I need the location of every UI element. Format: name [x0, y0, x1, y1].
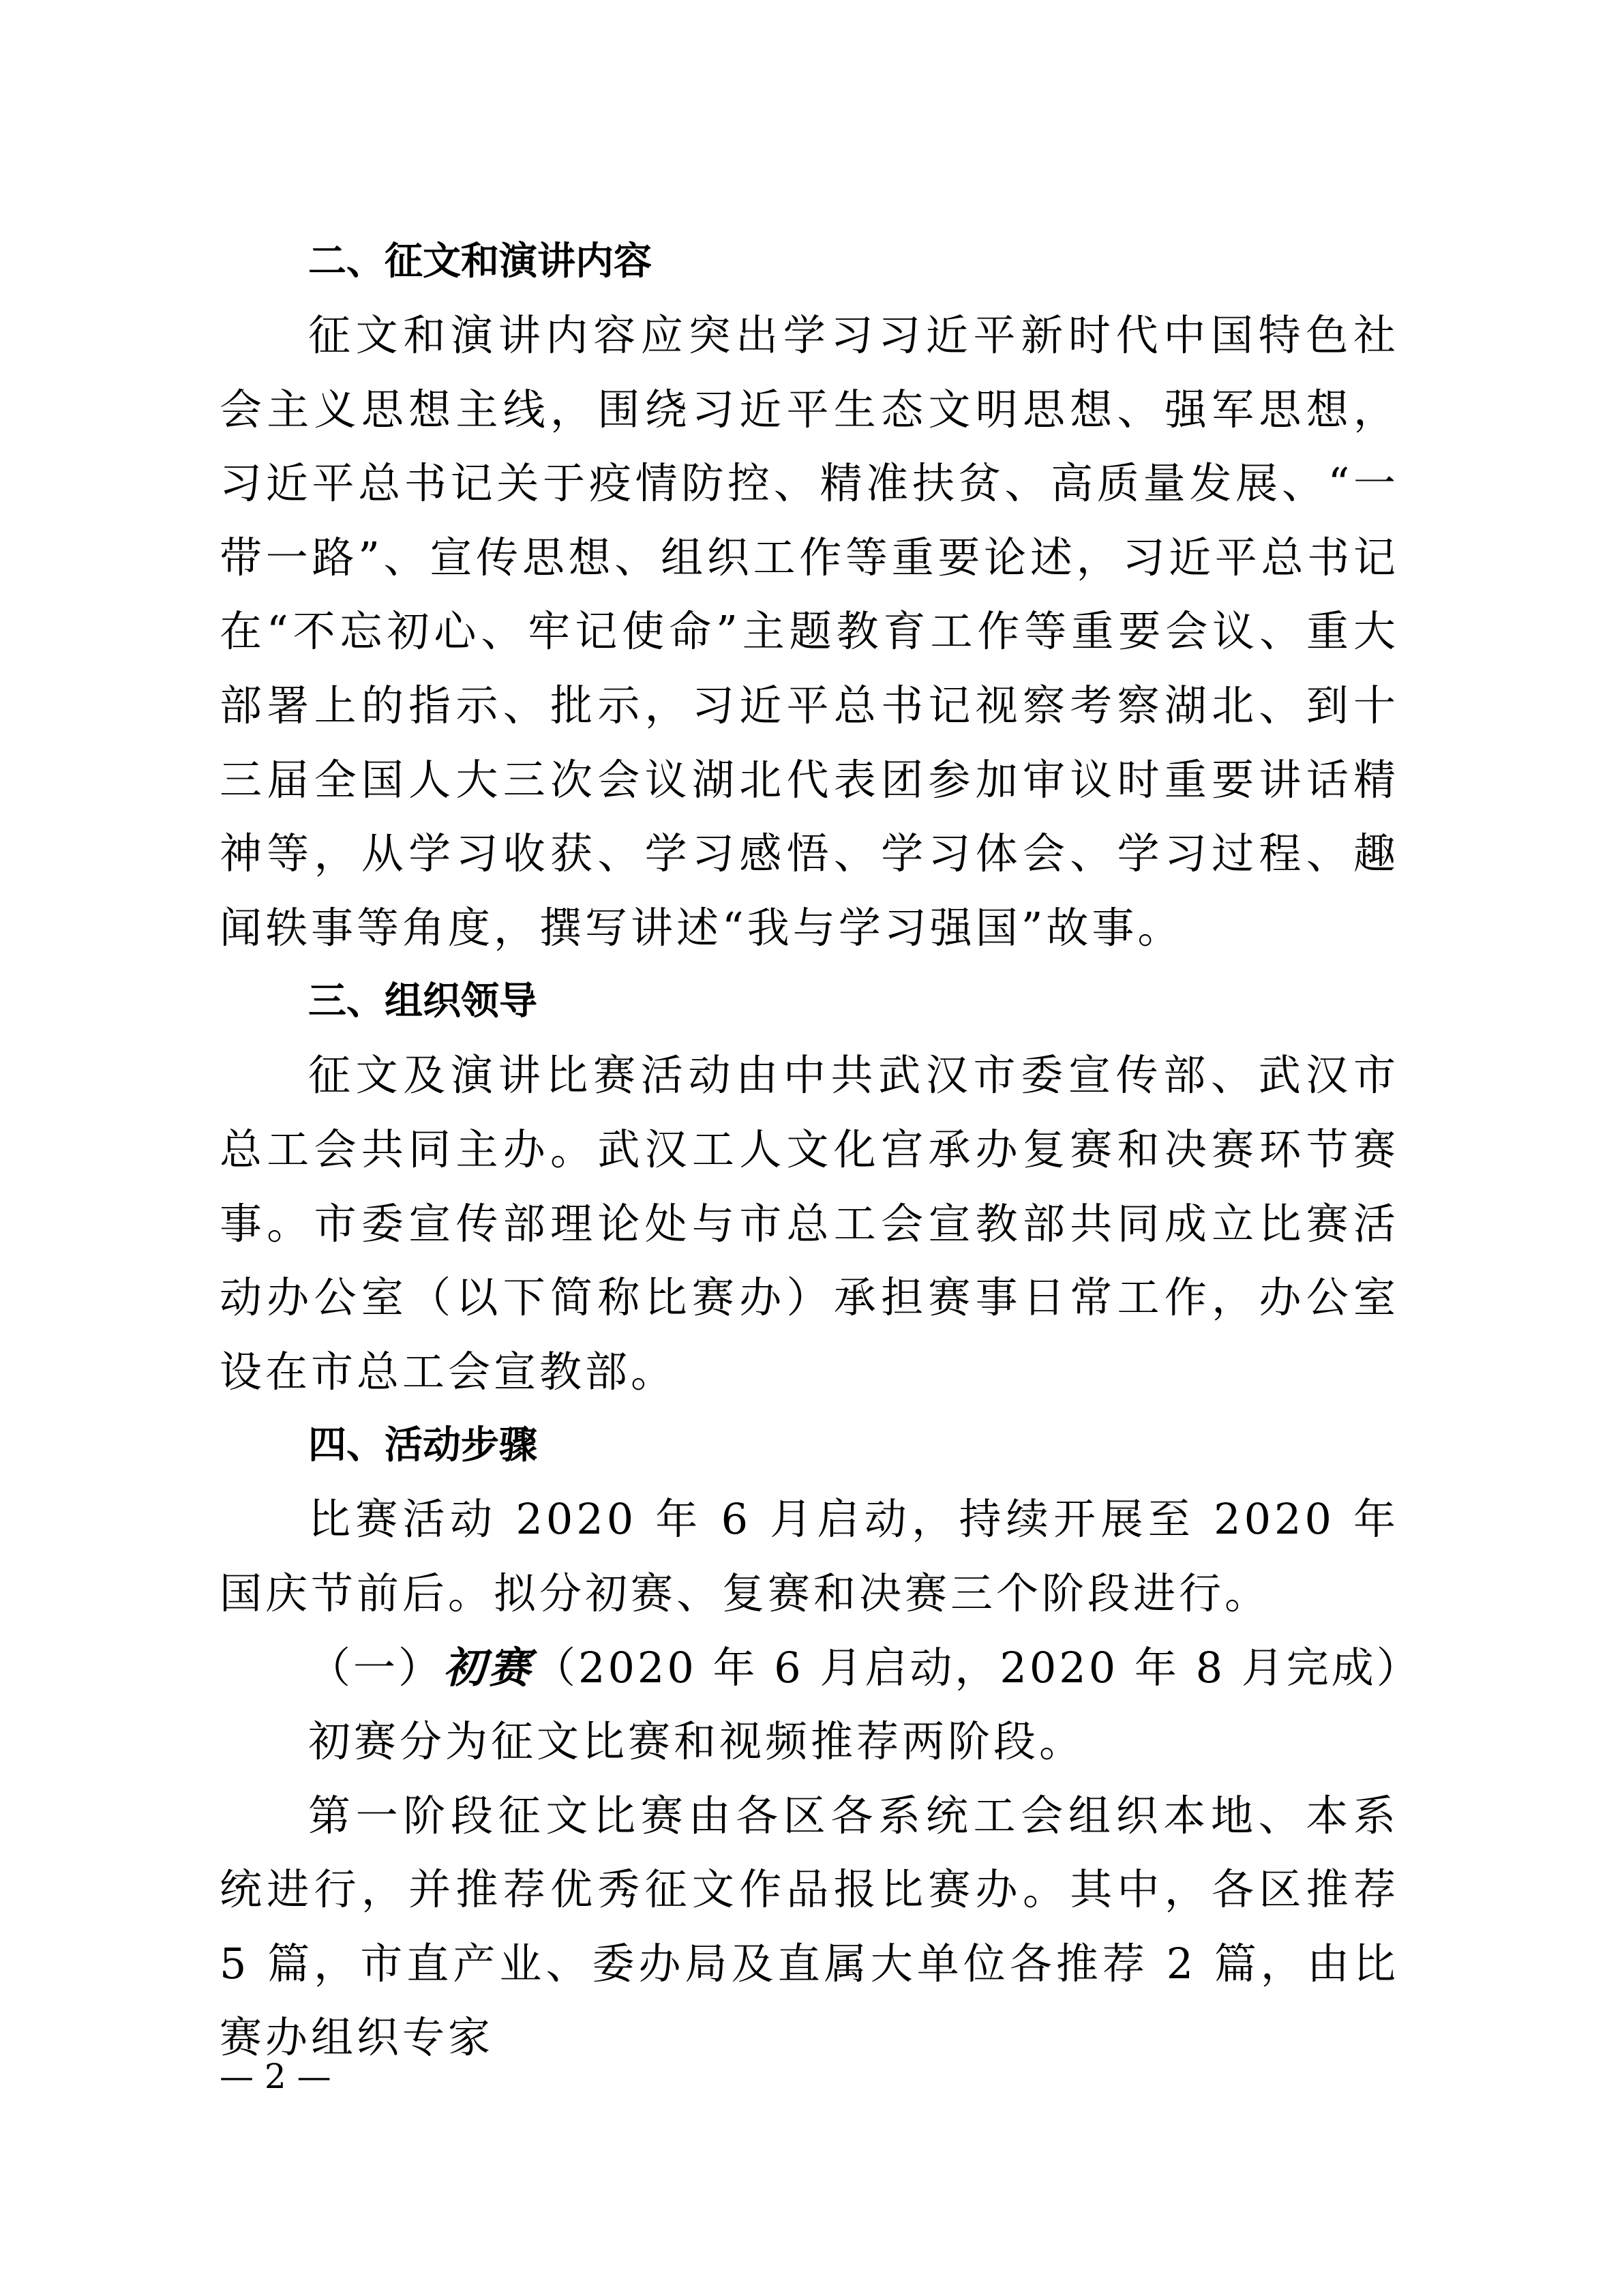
subsection-heading-preliminary [220, 1631, 1422, 1705]
subsection-prefix: （一） [308, 1642, 444, 1693]
subsection-paragraph-1: 初赛分为征文比赛和视频推荐两阶段。 [308, 1716, 1085, 1767]
section-heading-steps: 四、活动步骤 [308, 1423, 537, 1468]
subsection-title: 初赛 [443, 1642, 534, 1693]
subsection-paragraph-2: 第一阶段征文比赛由各区各系统工会组织本地、本系统进行，并推荐优秀征文作品报比赛办。其中，各区推荐 5 篇，市直产业、委办局及直属大单位各推荐 2 篇，由比赛办组织专家 [220, 1790, 1399, 2063]
section-paragraph-steps: 比赛活动 2020 年 6 月启动，持续开展至 2020 年国庆节前后。拟分初赛、复赛和决赛三个阶段进行。 [220, 1494, 1399, 1618]
section-heading-content: 二、征文和演讲内容 [308, 239, 652, 284]
section-paragraph-content: 征文和演讲内容应突出学习习近平新时代中国特色社会主义思想主线，围绕习近平生态文明思想、强军思想，习近平总书记关于疫情防控、精准扶贫、高质量发展、“一带一路”、宣传思想、组织工作等重要论述，习近平总书记在“不忘初心、牢记使命”主题教育工作等重要会议、重大部署上的指示、批示，习近平总书记视察考察湖北、到十三届全国人大三次会议湖北代表团参加审议时重要讲话精神等，从学习收获、学习感悟、学习体会、学习过程、趣闻轶事等角度，撰写讲述“我与学习强国”故事。 [220, 310, 1399, 953]
document-body [220, 225, 1422, 2075]
subsection-dates: （2020 年 6 月启动，2020 年 8 月完成） [533, 1642, 1422, 1693]
page-number: — 2 — [220, 2057, 331, 2096]
section-heading-organization: 三、组织领导 [308, 979, 537, 1024]
section-paragraph-organization: 征文及演讲比赛活动由中共武汉市委宣传部、武汉市总工会共同主办。武汉工人文化宫承办复赛和决赛环节赛事。市委宣传部理论处与市总工会宣教部共同成立比赛活动办公室（以下简称比赛办）承担赛事日常工作，办公室设在市总工会宣教部。 [220, 1050, 1399, 1397]
